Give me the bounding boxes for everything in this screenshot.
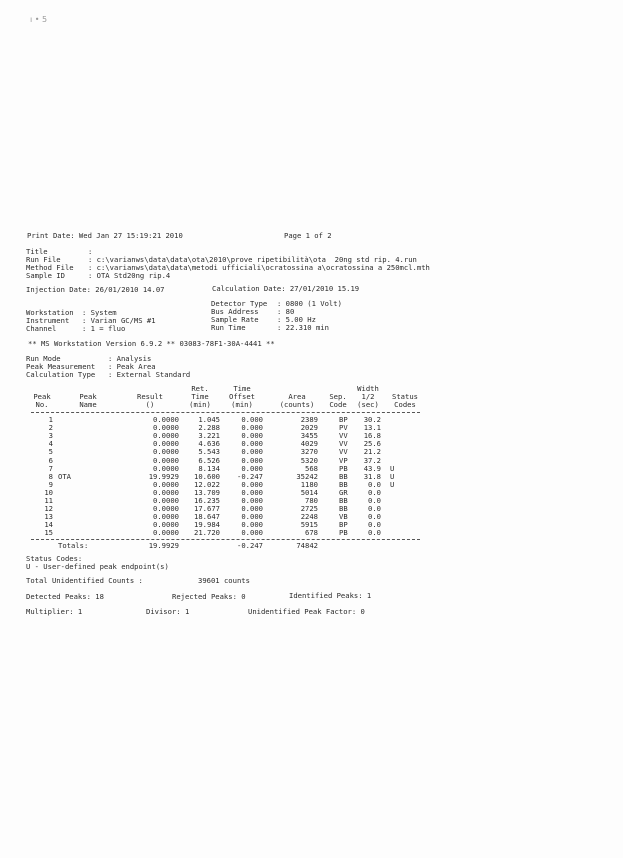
run-label-measurement: Peak Measurement	[26, 362, 96, 371]
cell-no: 4	[48, 439, 53, 449]
cell-result: 0.0000	[153, 528, 179, 538]
header-width-line: (sec)	[357, 400, 379, 409]
detected-peaks: Detected Peaks: 18	[26, 592, 104, 601]
cell-sep: PV	[339, 423, 348, 433]
header-ret-time-line: Time	[191, 392, 209, 401]
detector-value-rate: : 5.00 Hz	[277, 315, 316, 324]
cell-ret: 16.235	[194, 496, 220, 505]
cell-width: 0.0	[368, 479, 381, 489]
cell-no: 6	[48, 455, 53, 465]
run-value-measurement: : Peak Area	[108, 362, 156, 371]
cell-ret: 2.288	[198, 423, 220, 433]
cell-sep: BB	[339, 479, 348, 489]
corner-mark: ı • 5	[30, 15, 48, 24]
cell-ret: 5.543	[198, 447, 220, 457]
cell-ret: 19.984	[194, 520, 220, 530]
status-codes-title: Status Codes:	[26, 554, 83, 563]
cell-offset: -0.247	[237, 471, 263, 481]
header-peak-name-line: Peak	[79, 392, 97, 401]
cell-area: 2389	[300, 415, 318, 424]
page-number: Page 1 of 2	[284, 231, 332, 240]
header-time-offset-line: Offset	[229, 392, 255, 401]
info-value-title: :	[88, 247, 93, 256]
cell-ret: 1.045	[198, 415, 220, 424]
totals-label: Totals:	[58, 541, 89, 550]
cell-area: 2248	[300, 512, 318, 522]
cell-width: 0.0	[368, 487, 381, 497]
cell-no: 11	[44, 496, 53, 505]
cell-sep: GR	[339, 487, 348, 497]
cell-offset: 0.000	[241, 439, 263, 449]
cell-no: 15	[44, 528, 53, 538]
header-rule	[31, 412, 420, 413]
run-value-calculation: : External Standard	[108, 370, 191, 379]
cell-ret: 13.709	[194, 487, 220, 497]
cell-sep: VV	[339, 431, 348, 441]
cell-offset: 0.000	[241, 431, 263, 441]
cell-no: 7	[48, 463, 53, 473]
cell-ret: 10.600	[194, 471, 220, 481]
cell-ret: 17.677	[194, 504, 220, 514]
cell-result: 0.0000	[153, 423, 179, 433]
cell-area: 568	[305, 463, 318, 473]
cell-sep: PB	[339, 463, 348, 473]
cell-no: 8	[48, 471, 53, 481]
print-date: Print Date: Wed Jan 27 15:19:21 2010	[27, 231, 183, 240]
cell-sep: PB	[339, 528, 348, 538]
cell-result: 0.0000	[153, 455, 179, 465]
detector-value-type: : 0800 (1 Volt)	[277, 299, 342, 308]
cell-width: 0.0	[368, 520, 381, 530]
cell-offset: 0.000	[241, 496, 263, 505]
unidentified-peak-factor: Unidentified Peak Factor: 0	[248, 607, 365, 616]
cell-no: 10	[44, 487, 53, 497]
cell-width: 0.0	[368, 504, 381, 514]
cell-sep: VP	[339, 455, 348, 465]
injection-date: Injection Date: 26/01/2010 14.07	[26, 285, 165, 294]
cell-result: 0.0000	[153, 431, 179, 441]
detector-label-bus: Bus Address	[211, 307, 259, 316]
cell-offset: 0.000	[241, 423, 263, 433]
cell-width: 30.2	[363, 415, 381, 424]
cell-no: 1	[48, 415, 53, 424]
header-area-line: (counts)	[279, 400, 315, 409]
multiplier: Multiplier: 1	[26, 607, 83, 616]
cell-area: 1180	[300, 479, 318, 489]
table-row	[0, 529, 623, 537]
cell-area: 2725	[300, 504, 318, 514]
cell-area: 35242	[296, 471, 318, 481]
cell-result: 19.9929	[148, 471, 179, 481]
cell-result: 0.0000	[153, 415, 179, 424]
total-unidentified-label: Total Unidentified Counts :	[26, 576, 143, 585]
header-result-line: Result	[137, 392, 163, 401]
cell-result: 0.0000	[153, 487, 179, 497]
header-sep-code-line: Sep.	[329, 392, 347, 401]
total-unidentified-value: 39601 counts	[198, 576, 250, 585]
info-label-title: Title	[26, 247, 48, 256]
cell-width: 0.0	[368, 496, 381, 505]
cell-area: 3270	[300, 447, 318, 457]
cell-ret: 4.636	[198, 439, 220, 449]
cell-width: 31.8	[363, 471, 381, 481]
cell-offset: 0.000	[241, 455, 263, 465]
run-label-calculation: Calculation Type	[26, 370, 96, 379]
cell-offset: 0.000	[241, 528, 263, 538]
cell-no: 14	[44, 520, 53, 530]
detector-label-runtime: Run Time	[211, 323, 246, 332]
detector-label-type: Detector Type	[211, 299, 268, 308]
cell-offset: 0.000	[241, 463, 263, 473]
status-codes-line: U - User-defined peak endpoint(s)	[26, 562, 169, 571]
version-line: ** MS Workstation Version 6.9.2 ** 03083-78F1-30A-4441 **	[28, 339, 275, 348]
header-status-line: Status	[392, 392, 418, 401]
cell-area: 4029	[300, 439, 318, 449]
header-peak-no-line: No.	[35, 400, 49, 409]
ws-value-channel: : 1 = fluo	[82, 324, 126, 333]
rejected-peaks: Rejected Peaks: 0	[172, 592, 246, 601]
header-ret-time-line: Ret.	[191, 384, 209, 393]
info-value-run-file: : c:\varianws\data\data\ota\2010\prove ripetibilità\ota 20ng std rip. 4.run	[88, 255, 417, 264]
cell-sep: VV	[339, 439, 348, 449]
ws-value-workstation: : System	[82, 308, 117, 317]
ws-label-workstation: Workstation	[26, 308, 74, 317]
info-label-sample-id: Sample ID	[26, 271, 65, 280]
cell-no: 12	[44, 504, 53, 514]
ws-label-instrument: Instrument	[26, 316, 70, 325]
ws-label-channel: Channel	[26, 324, 57, 333]
detector-value-runtime: : 22.310 min	[277, 323, 329, 332]
info-label-method-file: Method File	[26, 263, 74, 272]
cell-area: 3455	[300, 431, 318, 441]
cell-name: OTA	[58, 471, 71, 481]
cell-no: 9	[48, 479, 53, 489]
header-width-line: 1/2	[361, 392, 375, 401]
header-width-line: Width	[357, 384, 379, 393]
cell-offset: 0.000	[241, 415, 263, 424]
cell-no: 5	[48, 447, 53, 457]
run-value-mode: : Analysis	[108, 354, 152, 363]
cell-ret: 21.720	[194, 528, 220, 538]
cell-offset: 0.000	[241, 512, 263, 522]
totals-result: 19.9929	[148, 541, 179, 550]
cell-ret: 12.022	[194, 479, 220, 489]
divisor: Divisor: 1	[146, 607, 190, 616]
cell-sep: VV	[339, 447, 348, 457]
cell-width: 16.8	[363, 431, 381, 441]
cell-no: 3	[48, 431, 53, 441]
cell-ret: 3.221	[198, 431, 220, 441]
cell-no: 13	[44, 512, 53, 522]
header-peak-no-line: Peak	[33, 392, 51, 401]
totals-rule	[31, 539, 420, 540]
cell-area: 5320	[300, 455, 318, 465]
cell-result: 0.0000	[153, 447, 179, 457]
cell-width: 13.1	[363, 423, 381, 433]
totals-area: 74842	[296, 541, 318, 550]
cell-width: 0.0	[368, 528, 381, 538]
cell-result: 0.0000	[153, 479, 179, 489]
cell-no: 2	[48, 423, 53, 433]
cell-status: U	[390, 479, 395, 489]
cell-result: 0.0000	[153, 496, 179, 505]
cell-area: 678	[305, 528, 318, 538]
cell-status: U	[390, 463, 395, 473]
cell-result: 0.0000	[153, 504, 179, 514]
cell-result: 0.0000	[153, 520, 179, 530]
cell-offset: 0.000	[241, 520, 263, 530]
cell-offset: 0.000	[241, 487, 263, 497]
cell-area: 2029	[300, 423, 318, 433]
ws-value-instrument: : Varian GC/MS #1	[82, 316, 156, 325]
cell-width: 37.2	[363, 455, 381, 465]
header-area-line: Area	[288, 392, 306, 401]
header-result-line: ()	[145, 400, 155, 409]
cell-offset: 0.000	[241, 447, 263, 457]
cell-width: 0.0	[368, 512, 381, 522]
identified-peaks: Identified Peaks: 1	[289, 591, 372, 600]
cell-offset: 0.000	[241, 504, 263, 514]
cell-area: 5014	[300, 487, 318, 497]
cell-result: 0.0000	[153, 463, 179, 473]
calculation-date: Calculation Date: 27/01/2010 15.19	[212, 284, 360, 293]
header-time-offset-line: Time	[233, 384, 251, 393]
cell-sep: BB	[339, 471, 348, 481]
cell-sep: BB	[339, 504, 348, 514]
cell-sep: BP	[339, 520, 348, 530]
header-time-offset-line: (min)	[231, 400, 253, 409]
cell-sep: BP	[339, 415, 348, 424]
header-peak-name-line: Name	[79, 400, 97, 409]
cell-sep: VB	[339, 512, 348, 522]
run-label-mode: Run Mode	[26, 354, 61, 363]
detector-value-bus: : 80	[277, 307, 295, 316]
cell-area: 5915	[300, 520, 318, 530]
header-ret-time-line: (min)	[189, 400, 211, 409]
cell-area: 780	[305, 496, 318, 505]
info-value-sample-id: : OTA Std20ng rip.4	[88, 271, 171, 280]
cell-width: 25.6	[363, 439, 381, 449]
cell-status: U	[390, 471, 395, 481]
header-status-line: Codes	[394, 400, 416, 409]
detector-label-rate: Sample Rate	[211, 315, 259, 324]
cell-ret: 6.526	[198, 455, 220, 465]
cell-ret: 18.647	[194, 512, 220, 522]
info-value-method-file: : c:\varianws\data\data\metodi ufficiali\ocratossina a\ocratossina a 250mcl.mth	[88, 263, 430, 272]
header-sep-code-line: Code	[329, 400, 347, 409]
cell-ret: 8.134	[198, 463, 220, 473]
cell-result: 0.0000	[153, 439, 179, 449]
info-label-run-file: Run File	[26, 255, 61, 264]
cell-result: 0.0000	[153, 512, 179, 522]
totals-offset: -0.247	[237, 541, 263, 550]
cell-sep: BB	[339, 496, 348, 505]
cell-offset: 0.000	[241, 479, 263, 489]
cell-width: 43.9	[363, 463, 381, 473]
cell-width: 21.2	[363, 447, 381, 457]
